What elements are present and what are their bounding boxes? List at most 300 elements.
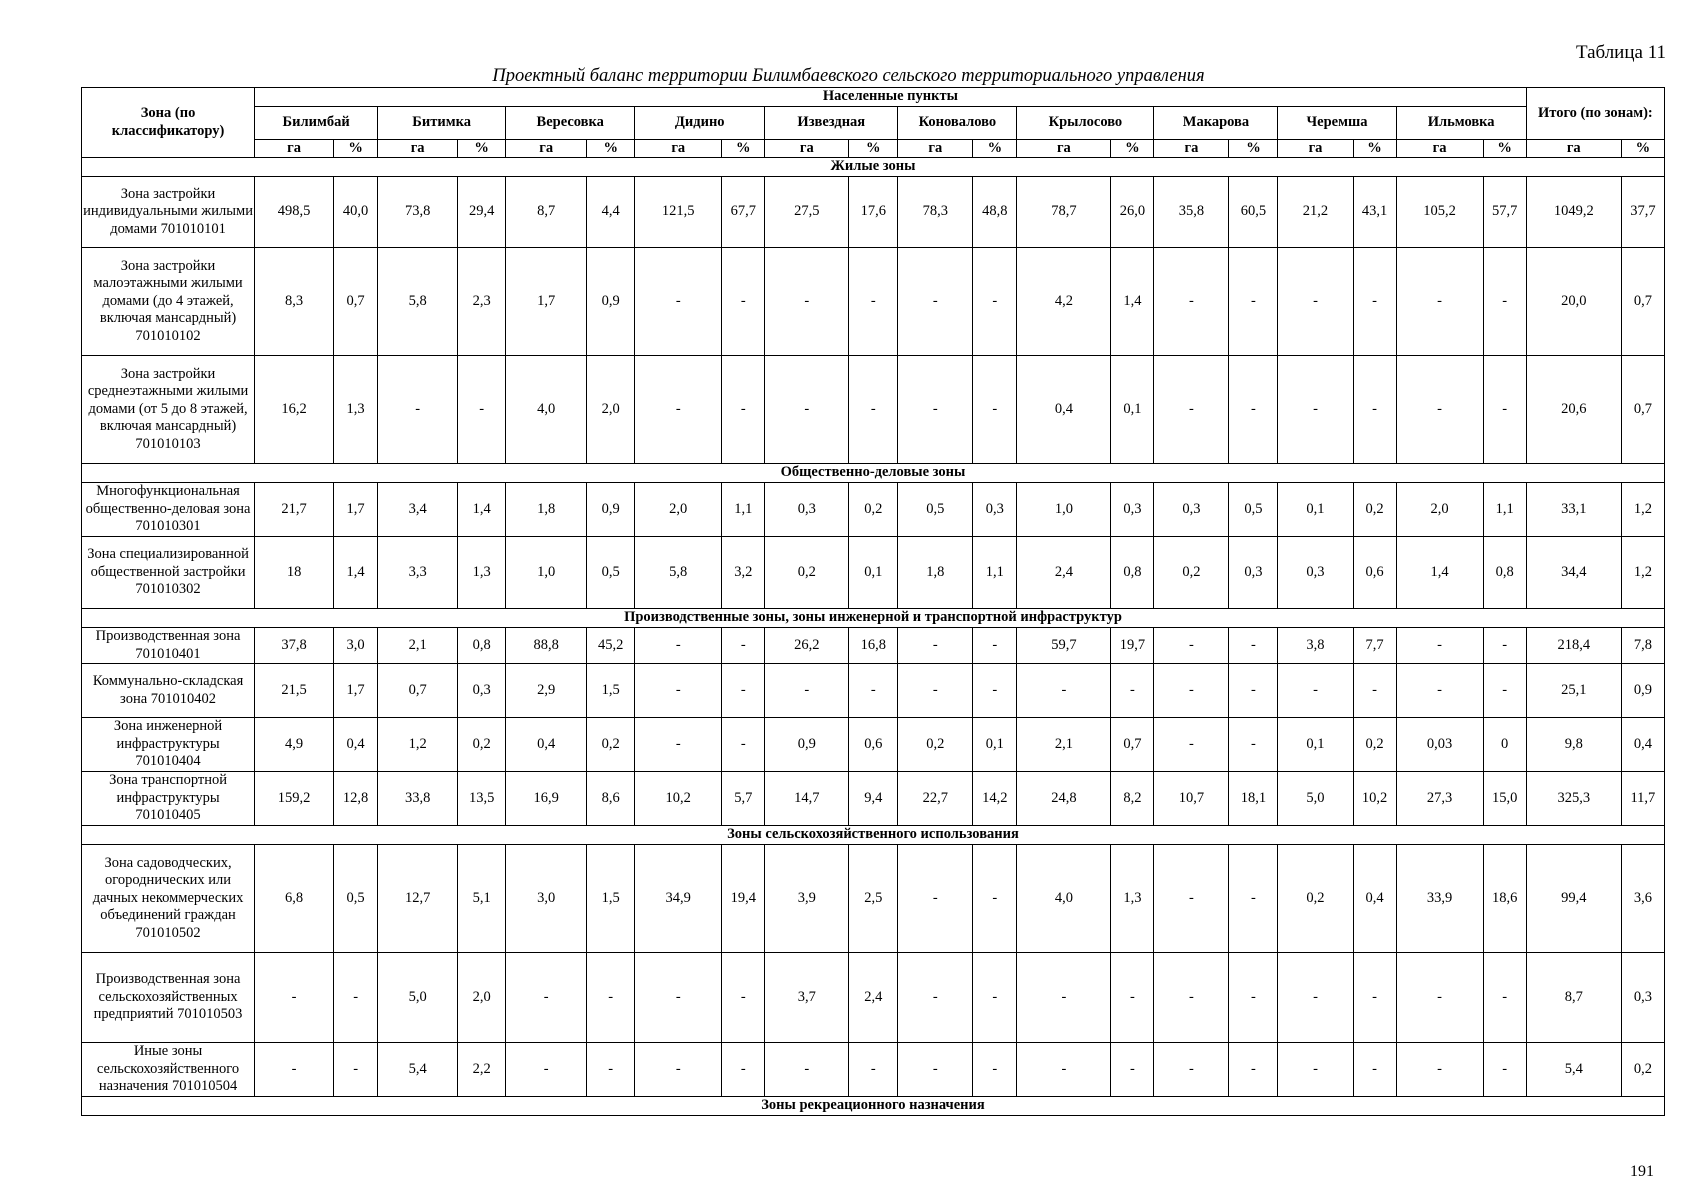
area-ha-cell: 1,8 — [898, 537, 973, 609]
area-pct-cell: - — [1229, 356, 1278, 464]
area-pct-cell: 0,6 — [849, 718, 898, 772]
area-ha-cell: - — [1278, 248, 1353, 356]
unit-pct-header: % — [722, 139, 765, 158]
zone-name-cell: Коммунально-складская зона 701010402 — [82, 664, 255, 718]
area-ha-cell: 1,7 — [506, 248, 587, 356]
area-pct-cell: - — [973, 356, 1017, 464]
area-pct-cell: 2,3 — [458, 248, 506, 356]
area-pct-cell: 0,3 — [458, 664, 506, 718]
area-pct-cell: 19,4 — [722, 845, 765, 953]
area-ha-cell: - — [765, 356, 849, 464]
area-ha-cell: - — [635, 248, 722, 356]
area-ha-cell: - — [1396, 664, 1483, 718]
zone-name-cell: Зона специализированной общественной застройки 701010302 — [82, 537, 255, 609]
area-ha-cell: - — [635, 664, 722, 718]
area-pct-cell: 1,3 — [458, 537, 506, 609]
unit-pct-header: % — [587, 139, 635, 158]
area-pct-cell: - — [973, 248, 1017, 356]
zone-name-cell: Производственная зона 701010401 — [82, 628, 255, 664]
area-ha-cell: 33,1 — [1526, 483, 1621, 537]
area-pct-cell: 0,7 — [334, 248, 378, 356]
area-pct-cell: 0,2 — [587, 718, 635, 772]
section-title: Зоны сельскохозяйственного использования — [82, 826, 1665, 845]
area-pct-cell: - — [722, 248, 765, 356]
area-ha-cell: 4,9 — [255, 718, 334, 772]
area-pct-cell: 67,7 — [722, 177, 765, 248]
area-ha-cell: 0,3 — [1278, 537, 1353, 609]
area-pct-cell: 0,9 — [587, 248, 635, 356]
area-pct-cell: - — [334, 953, 378, 1043]
section-title: Жилые зоны — [82, 158, 1665, 177]
total-column-header: Итого (по зонам): — [1526, 88, 1664, 140]
area-ha-cell: - — [635, 628, 722, 664]
area-ha-cell: 5,0 — [378, 953, 458, 1043]
unit-pct-header: % — [849, 139, 898, 158]
area-ha-cell: 78,3 — [898, 177, 973, 248]
area-pct-cell: 11,7 — [1621, 772, 1664, 826]
area-pct-cell: 7,8 — [1621, 628, 1664, 664]
area-pct-cell: 0,8 — [458, 628, 506, 664]
area-pct-cell: 0,4 — [1621, 718, 1664, 772]
settlements-group-header: Населенные пункты — [255, 88, 1527, 107]
area-ha-cell: 20,6 — [1526, 356, 1621, 464]
area-pct-cell: 13,5 — [458, 772, 506, 826]
area-ha-cell: 0,7 — [378, 664, 458, 718]
settlement-header: Ильмовка — [1396, 106, 1526, 139]
area-pct-cell: 0,5 — [334, 845, 378, 953]
area-pct-cell: - — [722, 664, 765, 718]
area-ha-cell: 2,1 — [1017, 718, 1111, 772]
area-ha-cell: - — [635, 718, 722, 772]
area-pct-cell: 15,0 — [1483, 772, 1526, 826]
area-ha-cell: 34,4 — [1526, 537, 1621, 609]
area-ha-cell: 33,9 — [1396, 845, 1483, 953]
area-ha-cell: 0,2 — [898, 718, 973, 772]
area-pct-cell: 1,7 — [334, 483, 378, 537]
area-ha-cell: - — [1396, 628, 1483, 664]
area-pct-cell: 8,2 — [1111, 772, 1154, 826]
settlement-header: Дидино — [635, 106, 765, 139]
table-row — [82, 953, 1665, 1043]
area-pct-cell: - — [1483, 248, 1526, 356]
table-row — [82, 483, 1665, 537]
settlement-header: Коновалово — [898, 106, 1017, 139]
area-pct-cell: 37,7 — [1621, 177, 1664, 248]
area-pct-cell: - — [1353, 248, 1396, 356]
area-pct-cell: - — [973, 664, 1017, 718]
area-ha-cell: - — [1396, 356, 1483, 464]
unit-pct-header: % — [1483, 139, 1526, 158]
area-pct-cell: - — [1483, 356, 1526, 464]
unit-pct-header: % — [973, 139, 1017, 158]
area-pct-cell: - — [334, 1043, 378, 1097]
area-pct-cell: - — [1111, 953, 1154, 1043]
area-ha-cell: 0,03 — [1396, 718, 1483, 772]
unit-pct-header: % — [458, 139, 506, 158]
area-pct-cell: 1,4 — [1111, 248, 1154, 356]
area-pct-cell: 1,3 — [1111, 845, 1154, 953]
area-pct-cell: 43,1 — [1353, 177, 1396, 248]
unit-pct-header: % — [334, 139, 378, 158]
area-ha-cell: - — [378, 356, 458, 464]
area-pct-cell: 0,4 — [334, 718, 378, 772]
zone-name-cell: Многофункциональная общественно-деловая зона 701010301 — [82, 483, 255, 537]
unit-pct-header: % — [1111, 139, 1154, 158]
zone-name-cell: Зона застройки среднеэтажными жилыми домами (от 5 до 8 этажей, включая мансардный) 701010103 — [82, 356, 255, 464]
table-row — [82, 772, 1665, 826]
unit-ha-header: га — [1154, 139, 1229, 158]
area-ha-cell: 33,8 — [378, 772, 458, 826]
table-caption: Проектный баланс территории Билимбаевского сельского территориального управления — [492, 66, 1205, 86]
table-row — [82, 845, 1665, 953]
area-pct-cell: 19,7 — [1111, 628, 1154, 664]
area-pct-cell: - — [587, 953, 635, 1043]
area-ha-cell: 1,0 — [506, 537, 587, 609]
area-ha-cell: - — [635, 953, 722, 1043]
area-pct-cell: 0 — [1483, 718, 1526, 772]
area-pct-cell: 10,2 — [1353, 772, 1396, 826]
zone-name-cell: Производственная зона сельскохозяйственных предприятий 701010503 — [82, 953, 255, 1043]
area-ha-cell: 3,3 — [378, 537, 458, 609]
area-pct-cell: - — [1229, 845, 1278, 953]
area-ha-cell: - — [898, 356, 973, 464]
area-pct-cell: - — [1229, 1043, 1278, 1097]
section-title: Производственные зоны, зоны инженерной и транспортной инфраструктур — [82, 609, 1665, 628]
area-pct-cell: 0,1 — [1111, 356, 1154, 464]
unit-ha-header: га — [506, 139, 587, 158]
area-ha-cell: - — [1154, 248, 1229, 356]
area-pct-cell: 40,0 — [334, 177, 378, 248]
area-ha-cell: 4,2 — [1017, 248, 1111, 356]
area-ha-cell: 12,7 — [378, 845, 458, 953]
area-pct-cell: - — [1483, 664, 1526, 718]
area-pct-cell: 1,2 — [1621, 537, 1664, 609]
area-ha-cell: 14,7 — [765, 772, 849, 826]
area-pct-cell: 0,4 — [1353, 845, 1396, 953]
area-pct-cell: 0,2 — [1621, 1043, 1664, 1097]
area-pct-cell: 0,3 — [1621, 953, 1664, 1043]
unit-ha-header: га — [635, 139, 722, 158]
area-ha-cell: - — [1154, 1043, 1229, 1097]
area-ha-cell: 0,2 — [765, 537, 849, 609]
area-ha-cell: 3,8 — [1278, 628, 1353, 664]
area-ha-cell: - — [1154, 953, 1229, 1043]
zone-name-cell: Иные зоны сельскохозяйственного назначения 701010504 — [82, 1043, 255, 1097]
table-row — [82, 177, 1665, 248]
area-ha-cell: 26,2 — [765, 628, 849, 664]
area-pct-cell: 2,0 — [458, 953, 506, 1043]
area-pct-cell: 0,1 — [849, 537, 898, 609]
balance-table — [81, 87, 1665, 1116]
area-ha-cell: 78,7 — [1017, 177, 1111, 248]
area-ha-cell: 21,2 — [1278, 177, 1353, 248]
zone-name-cell: Зона садоводческих, огороднических или дачных некоммерческих объединений граждан 701010502 — [82, 845, 255, 953]
area-pct-cell: - — [587, 1043, 635, 1097]
unit-ha-header: га — [765, 139, 849, 158]
area-ha-cell: - — [1154, 628, 1229, 664]
area-ha-cell: 3,7 — [765, 953, 849, 1043]
area-ha-cell: 59,7 — [1017, 628, 1111, 664]
area-pct-cell: 14,2 — [973, 772, 1017, 826]
table-row — [82, 248, 1665, 356]
area-pct-cell: 26,0 — [1111, 177, 1154, 248]
area-ha-cell: 2,4 — [1017, 537, 1111, 609]
area-ha-cell: 10,2 — [635, 772, 722, 826]
area-pct-cell: 1,4 — [334, 537, 378, 609]
unit-ha-header: га — [1396, 139, 1483, 158]
area-pct-cell: 29,4 — [458, 177, 506, 248]
table-row — [82, 718, 1665, 772]
area-ha-cell: - — [898, 845, 973, 953]
area-ha-cell: 3,4 — [378, 483, 458, 537]
area-pct-cell: - — [1353, 1043, 1396, 1097]
area-pct-cell: - — [458, 356, 506, 464]
area-ha-cell: - — [1396, 248, 1483, 356]
area-pct-cell: 2,0 — [587, 356, 635, 464]
table-row — [82, 1043, 1665, 1097]
area-ha-cell: - — [1154, 845, 1229, 953]
area-pct-cell: 0,2 — [1353, 718, 1396, 772]
area-pct-cell: 0,5 — [1229, 483, 1278, 537]
area-ha-cell: 2,1 — [378, 628, 458, 664]
area-pct-cell: - — [849, 1043, 898, 1097]
area-ha-cell: 0,3 — [1154, 483, 1229, 537]
area-ha-cell: 6,8 — [255, 845, 334, 953]
area-pct-cell: - — [973, 628, 1017, 664]
area-pct-cell: - — [973, 1043, 1017, 1097]
area-ha-cell: - — [635, 1043, 722, 1097]
area-pct-cell: - — [1229, 718, 1278, 772]
area-pct-cell: 0,7 — [1621, 248, 1664, 356]
area-ha-cell: 20,0 — [1526, 248, 1621, 356]
area-pct-cell: 12,8 — [334, 772, 378, 826]
area-ha-cell: - — [898, 953, 973, 1043]
area-ha-cell: 25,1 — [1526, 664, 1621, 718]
area-ha-cell: 35,8 — [1154, 177, 1229, 248]
area-ha-cell: 0,4 — [1017, 356, 1111, 464]
table-row — [82, 537, 1665, 609]
area-ha-cell: - — [898, 1043, 973, 1097]
area-ha-cell: 18 — [255, 537, 334, 609]
area-ha-cell: - — [1278, 953, 1353, 1043]
area-ha-cell: 27,3 — [1396, 772, 1483, 826]
area-pct-cell: 3,0 — [334, 628, 378, 664]
area-ha-cell: - — [898, 248, 973, 356]
area-ha-cell: 24,8 — [1017, 772, 1111, 826]
zone-name-cell: Зона инженерной инфраструктуры 701010404 — [82, 718, 255, 772]
area-pct-cell: 5,7 — [722, 772, 765, 826]
unit-ha-header: га — [1526, 139, 1621, 158]
area-pct-cell: - — [722, 1043, 765, 1097]
area-ha-cell: 0,2 — [1278, 845, 1353, 953]
area-ha-cell: - — [1154, 718, 1229, 772]
area-pct-cell: 4,4 — [587, 177, 635, 248]
area-ha-cell: 1,2 — [378, 718, 458, 772]
area-ha-cell: - — [765, 248, 849, 356]
area-pct-cell: 8,6 — [587, 772, 635, 826]
area-pct-cell: 17,6 — [849, 177, 898, 248]
area-pct-cell: 57,7 — [1483, 177, 1526, 248]
area-ha-cell: 21,7 — [255, 483, 334, 537]
area-pct-cell: 48,8 — [973, 177, 1017, 248]
zone-name-cell: Зона транспортной инфраструктуры 701010405 — [82, 772, 255, 826]
area-ha-cell: - — [898, 628, 973, 664]
area-ha-cell: 325,3 — [1526, 772, 1621, 826]
settlement-header: Битимка — [378, 106, 506, 139]
area-pct-cell: 1,7 — [334, 664, 378, 718]
area-ha-cell: 22,7 — [898, 772, 973, 826]
settlement-header: Крылосово — [1017, 106, 1154, 139]
area-pct-cell: 0,9 — [1621, 664, 1664, 718]
area-pct-cell: - — [1111, 664, 1154, 718]
area-ha-cell: 99,4 — [1526, 845, 1621, 953]
zone-name-cell: Зона застройки малоэтажными жилыми домами (до 4 этажей, включая мансардный) 701010102 — [82, 248, 255, 356]
area-pct-cell: - — [1229, 248, 1278, 356]
area-ha-cell: - — [1017, 953, 1111, 1043]
area-ha-cell: 8,3 — [255, 248, 334, 356]
area-pct-cell: 5,1 — [458, 845, 506, 953]
area-ha-cell: - — [1017, 1043, 1111, 1097]
area-pct-cell: - — [973, 845, 1017, 953]
area-ha-cell: - — [1396, 1043, 1483, 1097]
unit-ha-header: га — [1017, 139, 1111, 158]
unit-ha-header: га — [378, 139, 458, 158]
area-pct-cell: 1,4 — [458, 483, 506, 537]
area-ha-cell: 3,9 — [765, 845, 849, 953]
area-ha-cell: 5,4 — [378, 1043, 458, 1097]
area-ha-cell: 159,2 — [255, 772, 334, 826]
area-ha-cell: 121,5 — [635, 177, 722, 248]
area-pct-cell: 1,1 — [722, 483, 765, 537]
area-ha-cell: - — [1017, 664, 1111, 718]
area-pct-cell: - — [722, 953, 765, 1043]
area-ha-cell: 498,5 — [255, 177, 334, 248]
area-pct-cell: - — [849, 248, 898, 356]
area-ha-cell: 5,0 — [1278, 772, 1353, 826]
area-pct-cell: - — [1229, 664, 1278, 718]
area-ha-cell: 1,4 — [1396, 537, 1483, 609]
zone-column-header: Зона (по классификатору) — [82, 88, 255, 158]
section-title: Зоны рекреационного назначения — [82, 1097, 1665, 1116]
area-ha-cell: 5,8 — [378, 248, 458, 356]
area-ha-cell: 218,4 — [1526, 628, 1621, 664]
unit-ha-header: га — [1278, 139, 1353, 158]
area-ha-cell: 8,7 — [506, 177, 587, 248]
area-pct-cell: 1,1 — [1483, 483, 1526, 537]
unit-ha-header: га — [898, 139, 973, 158]
area-ha-cell: 3,0 — [506, 845, 587, 953]
area-ha-cell: 0,1 — [1278, 718, 1353, 772]
area-ha-cell: 105,2 — [1396, 177, 1483, 248]
area-pct-cell: 3,2 — [722, 537, 765, 609]
settlement-header: Извездная — [765, 106, 898, 139]
area-ha-cell: 1,8 — [506, 483, 587, 537]
section-title: Общественно-деловые зоны — [82, 464, 1665, 483]
area-ha-cell: 37,8 — [255, 628, 334, 664]
area-ha-cell: 8,7 — [1526, 953, 1621, 1043]
area-pct-cell: - — [722, 356, 765, 464]
area-pct-cell: - — [1229, 953, 1278, 1043]
area-pct-cell: 1,1 — [973, 537, 1017, 609]
area-ha-cell: 0,9 — [765, 718, 849, 772]
settlement-header: Черемша — [1278, 106, 1396, 139]
area-pct-cell: 18,1 — [1229, 772, 1278, 826]
area-pct-cell: 1,2 — [1621, 483, 1664, 537]
area-ha-cell: - — [255, 953, 334, 1043]
area-ha-cell: 16,9 — [506, 772, 587, 826]
area-pct-cell: 0,3 — [1111, 483, 1154, 537]
area-pct-cell: 0,2 — [849, 483, 898, 537]
area-ha-cell: 0,1 — [1278, 483, 1353, 537]
area-ha-cell: 73,8 — [378, 177, 458, 248]
table-number: Таблица 11 — [1575, 42, 1666, 63]
unit-pct-header: % — [1621, 139, 1664, 158]
area-ha-cell: 27,5 — [765, 177, 849, 248]
area-pct-cell: 0,8 — [1111, 537, 1154, 609]
area-pct-cell: 0,2 — [1353, 483, 1396, 537]
area-ha-cell: - — [1396, 953, 1483, 1043]
area-pct-cell: - — [1483, 1043, 1526, 1097]
settlement-header: Макарова — [1154, 106, 1278, 139]
unit-pct-header: % — [1229, 139, 1278, 158]
settlement-header: Вересовка — [506, 106, 635, 139]
unit-pct-header: % — [1353, 139, 1396, 158]
area-pct-cell: - — [1353, 664, 1396, 718]
table-row — [82, 664, 1665, 718]
area-pct-cell: - — [1483, 628, 1526, 664]
zone-name-cell: Зона застройки индивидуальными жилыми домами 701010101 — [82, 177, 255, 248]
area-pct-cell: 9,4 — [849, 772, 898, 826]
area-ha-cell: 5,4 — [1526, 1043, 1621, 1097]
area-ha-cell: - — [255, 1043, 334, 1097]
area-ha-cell: 0,2 — [1154, 537, 1229, 609]
area-ha-cell: 16,2 — [255, 356, 334, 464]
area-ha-cell: - — [1278, 356, 1353, 464]
area-ha-cell: 2,0 — [635, 483, 722, 537]
area-ha-cell: 0,5 — [898, 483, 973, 537]
area-pct-cell: 0,3 — [973, 483, 1017, 537]
area-pct-cell: 0,7 — [1111, 718, 1154, 772]
area-pct-cell: 0,3 — [1229, 537, 1278, 609]
area-pct-cell: - — [722, 718, 765, 772]
area-ha-cell: 34,9 — [635, 845, 722, 953]
area-pct-cell: - — [849, 356, 898, 464]
area-ha-cell: 1049,2 — [1526, 177, 1621, 248]
area-ha-cell: 0,4 — [506, 718, 587, 772]
area-pct-cell: 1,3 — [334, 356, 378, 464]
area-ha-cell: 2,9 — [506, 664, 587, 718]
area-pct-cell: 0,6 — [1353, 537, 1396, 609]
area-pct-cell: 2,5 — [849, 845, 898, 953]
area-pct-cell: - — [1353, 953, 1396, 1043]
area-pct-cell: 7,7 — [1353, 628, 1396, 664]
area-pct-cell: 16,8 — [849, 628, 898, 664]
area-ha-cell: 10,7 — [1154, 772, 1229, 826]
area-ha-cell: - — [506, 1043, 587, 1097]
area-pct-cell: 2,2 — [458, 1043, 506, 1097]
area-pct-cell: 0,8 — [1483, 537, 1526, 609]
area-pct-cell: 18,6 — [1483, 845, 1526, 953]
area-pct-cell: 1,5 — [587, 664, 635, 718]
area-ha-cell: - — [765, 1043, 849, 1097]
area-ha-cell: 2,0 — [1396, 483, 1483, 537]
area-pct-cell: 0,5 — [587, 537, 635, 609]
area-ha-cell: 4,0 — [1017, 845, 1111, 953]
area-pct-cell: - — [973, 953, 1017, 1043]
area-ha-cell: - — [898, 664, 973, 718]
area-ha-cell: - — [1154, 356, 1229, 464]
area-pct-cell: 60,5 — [1229, 177, 1278, 248]
